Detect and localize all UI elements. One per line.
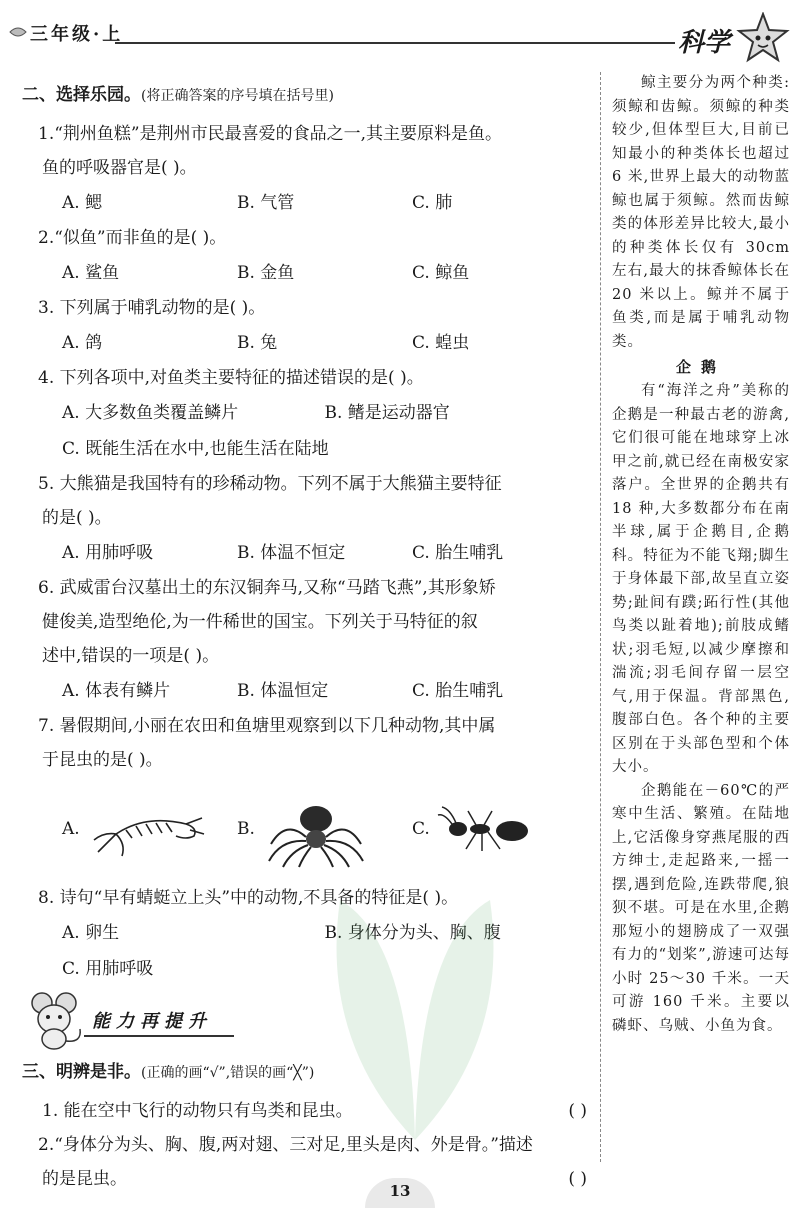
option-b bbox=[237, 789, 412, 869]
ability-underline bbox=[84, 1035, 234, 1037]
question-7: 7. 暑假期间,小丽在农田和鱼塘里观察到以下几种动物,其中属 bbox=[38, 716, 496, 736]
option-a: A. 卵生 bbox=[62, 923, 120, 943]
ability-banner bbox=[22, 989, 587, 1053]
section3-heading bbox=[22, 1057, 587, 1088]
tf-question-2-cont bbox=[22, 1162, 587, 1196]
tf-question-1-text: 1. 能在空中飞行的动物只有鸟类和昆虫。 bbox=[42, 1101, 353, 1121]
ant-icon bbox=[436, 799, 546, 859]
question-7-pictures bbox=[22, 783, 587, 875]
option-c-label: C. bbox=[412, 819, 430, 839]
mouse-mascot-icon bbox=[22, 989, 86, 1051]
option-a: A. 鲨鱼 bbox=[62, 263, 120, 283]
option-c: C. 胎生哺乳 bbox=[412, 543, 504, 563]
column-divider bbox=[600, 72, 601, 1162]
option-b: B. 身体分为头、胸、腹 bbox=[324, 923, 501, 943]
page-header bbox=[0, 0, 800, 70]
question-1: 1.“荆州鱼糕”是荆州市民最喜爱的食品之一,其主要原料是鱼。 bbox=[38, 124, 503, 144]
question-6-cont2: 述中,错误的一项是( )。 bbox=[42, 646, 220, 666]
penguin-paragraph-1: 有“海洋之舟”美称的企鹅是一种最古老的游禽,它们很可能在地球穿上冰甲之前,就已经在南极安家落户。全世界的企鹅共有 18 种,大多数都分布在南半球,属于企鹅目,企鹅科。特征为不能飞翔;脚生于身体最下部,故呈直立姿势;趾间有蹼;跖行性(其他鸟类以趾着地);前肢成鳍状;羽毛短,以减少摩擦和湍流;羽毛间存留一层空气,用于保温。背部黑色,腹部白色。各个种的主要区别在于头部色型和个体大小。 bbox=[612, 383, 790, 775]
question-6-options bbox=[22, 673, 587, 709]
option-b: B. 体温不恒定 bbox=[237, 543, 346, 563]
option-b: B. 体温恒定 bbox=[237, 681, 329, 701]
option-b-label: B. bbox=[237, 819, 255, 839]
option-a: A. 用肺呼吸 bbox=[62, 543, 154, 563]
option-c: C. 蝗虫 bbox=[412, 333, 470, 353]
question-6-cont: 健俊美,造型绝伦,为一件稀世的国宝。下列关于马特征的叙 bbox=[42, 612, 478, 632]
penguin-paragraph-2: 企鹅能在－60℃的严寒中生活、繁殖。在陆地上,它活像身穿燕尾服的西方绅士,走起路来,一摇一摆,遇到危险,连跌带爬,狼狈不堪。可是在水里,企鹅那短小的翅膀成了一双强有力的“划桨”,游速可达每小时 25～30 千米。一天可游 160 千米。主要以磷虾、乌贼、小鱼为食。 bbox=[612, 782, 790, 1034]
answer-parens: ( ) bbox=[568, 1169, 587, 1189]
question-2-options bbox=[22, 255, 587, 291]
section2-heading bbox=[22, 80, 587, 111]
question-3-options bbox=[22, 325, 587, 361]
answer-parens: ( ) bbox=[568, 1101, 587, 1121]
option-b: B. 金鱼 bbox=[237, 263, 295, 283]
option-c: C. 鲸鱼 bbox=[412, 263, 470, 283]
option-b: B. 兔 bbox=[237, 333, 278, 353]
sidebar-reading bbox=[612, 72, 790, 1038]
question-6: 6. 武威雷台汉墓出土的东汉铜奔马,又称“马踏飞燕”,其形象矫 bbox=[38, 578, 496, 598]
section2-note: (将正确答案的序号填在括号里) bbox=[141, 88, 334, 104]
option-a bbox=[62, 794, 237, 864]
question-1-options bbox=[22, 185, 587, 221]
question-2: 2.“似鱼”而非鱼的是( )。 bbox=[38, 228, 227, 248]
whale-paragraph: 鲸主要分为两个种类:须鲸和齿鲸。须鲸的种类较少,但体型巨大,目前已知最小的种类体长也超过 6 米,世界上最大的动物蓝鲸也属于须鲸。然而齿鲸类的体形差异比较大,最小的种类体长仅有 30cm 左右,最大的抹香鲸体长在 20 米以上。鲸并不属于鱼类,而是属于哺乳动物类。 bbox=[612, 75, 790, 350]
option-b: B. 气管 bbox=[237, 193, 295, 213]
question-4-options bbox=[22, 395, 587, 431]
option-c: C. 用肺呼吸 bbox=[62, 959, 154, 979]
penguin-heading: 企鹅 bbox=[675, 358, 726, 376]
question-5: 5. 大熊猫是我国特有的珍稀动物。下列不属于大熊猫主要特征 bbox=[38, 474, 502, 494]
tf-question-2-text: 的是昆虫。 bbox=[42, 1169, 127, 1189]
question-5-options bbox=[22, 535, 587, 571]
option-b: B. 鳍是运动器官 bbox=[324, 403, 450, 423]
star-mascot-icon bbox=[736, 12, 790, 64]
section3-title: 三、明辨是非。 bbox=[22, 1062, 141, 1082]
option-c bbox=[412, 799, 587, 859]
section2-title: 二、选择乐园。 bbox=[22, 85, 141, 105]
question-7-cont: 于昆虫的是( )。 bbox=[42, 750, 163, 770]
option-c: C. 既能生活在水中,也能生活在陆地 bbox=[62, 439, 329, 459]
option-a-label: A. bbox=[62, 819, 80, 839]
section3-note: (正确的画“√”,错误的画“╳”) bbox=[141, 1065, 315, 1081]
option-c: C. 肺 bbox=[412, 193, 453, 213]
subject-label: 科学 bbox=[678, 28, 731, 58]
tf-question-2: 2.“身体分为头、胸、腹,两对翅、三对足,里头是肉、外是骨。”描述 bbox=[38, 1135, 533, 1155]
crayfish-icon bbox=[86, 794, 206, 864]
question-8: 8. 诗句“早有蜻蜓立上头”中的动物,不具备的特征是( )。 bbox=[38, 888, 459, 908]
tf-question-1 bbox=[22, 1094, 587, 1128]
main-column bbox=[22, 80, 587, 1196]
question-1-cont: 鱼的呼吸器官是( )。 bbox=[42, 158, 197, 178]
grade-label: 三年级·上 bbox=[30, 24, 124, 45]
question-8-options bbox=[22, 915, 587, 951]
option-c: C. 胎生哺乳 bbox=[412, 681, 504, 701]
option-a: A. 大多数鱼类覆盖鳞片 bbox=[62, 403, 239, 423]
option-a: A. 鳃 bbox=[62, 193, 103, 213]
ability-title: 能力再提升 bbox=[92, 1011, 212, 1032]
star-ornament-icon bbox=[8, 24, 28, 40]
spider-icon bbox=[261, 789, 371, 869]
option-a: A. 鸽 bbox=[62, 333, 103, 353]
option-a: A. 体表有鳞片 bbox=[62, 681, 171, 701]
question-4: 4. 下列各项中,对鱼类主要特征的描述错误的是( )。 bbox=[38, 368, 424, 388]
question-3: 3. 下列属于哺乳动物的是( )。 bbox=[38, 298, 266, 318]
question-5-cont: 的是( )。 bbox=[42, 508, 112, 528]
page-number: 13 bbox=[389, 1182, 411, 1200]
header-rule bbox=[115, 42, 675, 44]
